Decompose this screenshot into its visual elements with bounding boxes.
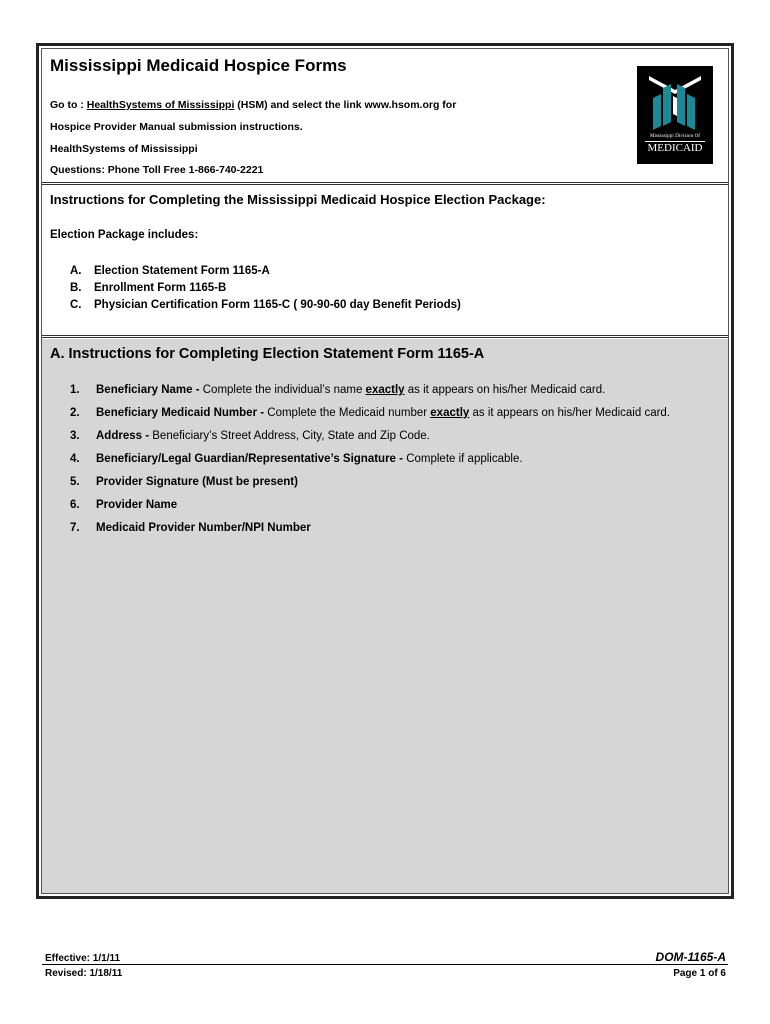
manual-line: Hospice Provider Manual submission instructions. [50,121,303,133]
logo-small-text: Mississippi Division Of [649,134,701,139]
item-number: 5. [70,476,80,488]
list-item [70,407,670,430]
package-item-letter: A. [70,265,82,277]
org-name: HealthSystems of Mississippi [50,143,198,155]
header-section [42,49,728,181]
section-a [42,339,728,893]
hsm-link[interactable]: HealthSystems of Mississippi [86,99,235,111]
item-label: Beneficiary Name - [96,384,203,396]
section-divider [42,182,728,185]
form-frame-inner [41,48,729,894]
page-number: Page 1 of 6 [673,968,726,979]
list-item [70,384,670,407]
effective-date: Effective: 1/1/11 [45,953,121,964]
form-id: DOM-1165-A [655,950,726,964]
item-number: 3. [70,430,80,442]
footer-divider [42,964,728,965]
item-text: Complete the Medicaid number [267,407,431,419]
package-item [70,265,461,282]
goto-suffix: (HSM) and select the link www.hsom.org for [234,99,457,111]
item-emphasis: exactly [430,407,470,419]
package-item-text: Election Statement Form 1165-A [94,265,270,277]
item-number: 2. [70,407,80,419]
package-item-letter: B. [70,282,82,294]
goto-prefix: Go to : [50,99,87,111]
item-label: Beneficiary/Legal Guardian/Representative’s Signature - [96,453,407,465]
item-number: 4. [70,453,80,465]
section-a-list [70,384,670,545]
package-item-letter: C. [70,299,82,311]
list-item [70,453,670,476]
item-text: Complete the individual’s name [202,384,366,396]
logo-big-text: MEDICAID [647,142,703,154]
package-item-text: Enrollment Form 1165-B [94,282,227,294]
medicaid-logo [637,66,713,164]
item-emphasis: exactly [365,384,405,396]
goto-line [50,99,456,111]
section-a-heading: A. Instructions for Completing Election Statement Form 1165-A [50,346,485,362]
list-item [70,522,670,545]
item-text: Complete if applicable. [406,453,523,465]
item-label: Address - [96,430,153,442]
list-item [70,476,670,499]
revised-date: Revised: 1/18/11 [45,968,123,979]
item-label: Provider Name [96,499,178,511]
item-label: Medicaid Provider Number/NPI Number [96,522,311,534]
package-item [70,299,461,316]
form-frame [36,43,734,899]
phone-line: Questions: Phone Toll Free 1-866-740-2221 [50,164,264,176]
item-text: Beneficiary’s Street Address, City, State and Zip Code. [152,430,430,442]
item-number: 6. [70,499,80,511]
list-item [70,499,670,522]
document-title: Mississippi Medicaid Hospice Forms [50,56,347,75]
item-text-end: as it appears on his/her Medicaid card. [404,384,606,396]
package-label: Election Package includes: [50,229,199,241]
item-label: Beneficiary Medicaid Number - [96,407,268,419]
item-number: 1. [70,384,80,396]
package-list [70,265,461,316]
package-item-text: Physician Certification Form 1165-C ( 90-90-60 day Benefit Periods) [94,299,461,311]
item-label: Provider Signature (Must be present) [96,476,298,488]
package-item [70,282,461,299]
list-item [70,430,670,453]
section-divider [42,335,728,338]
item-number: 7. [70,522,80,534]
item-text-end: as it appears on his/her Medicaid card. [469,407,671,419]
instructions-section [42,186,728,334]
instructions-heading: Instructions for Completing the Mississippi Medicaid Hospice Election Package: [50,192,546,207]
